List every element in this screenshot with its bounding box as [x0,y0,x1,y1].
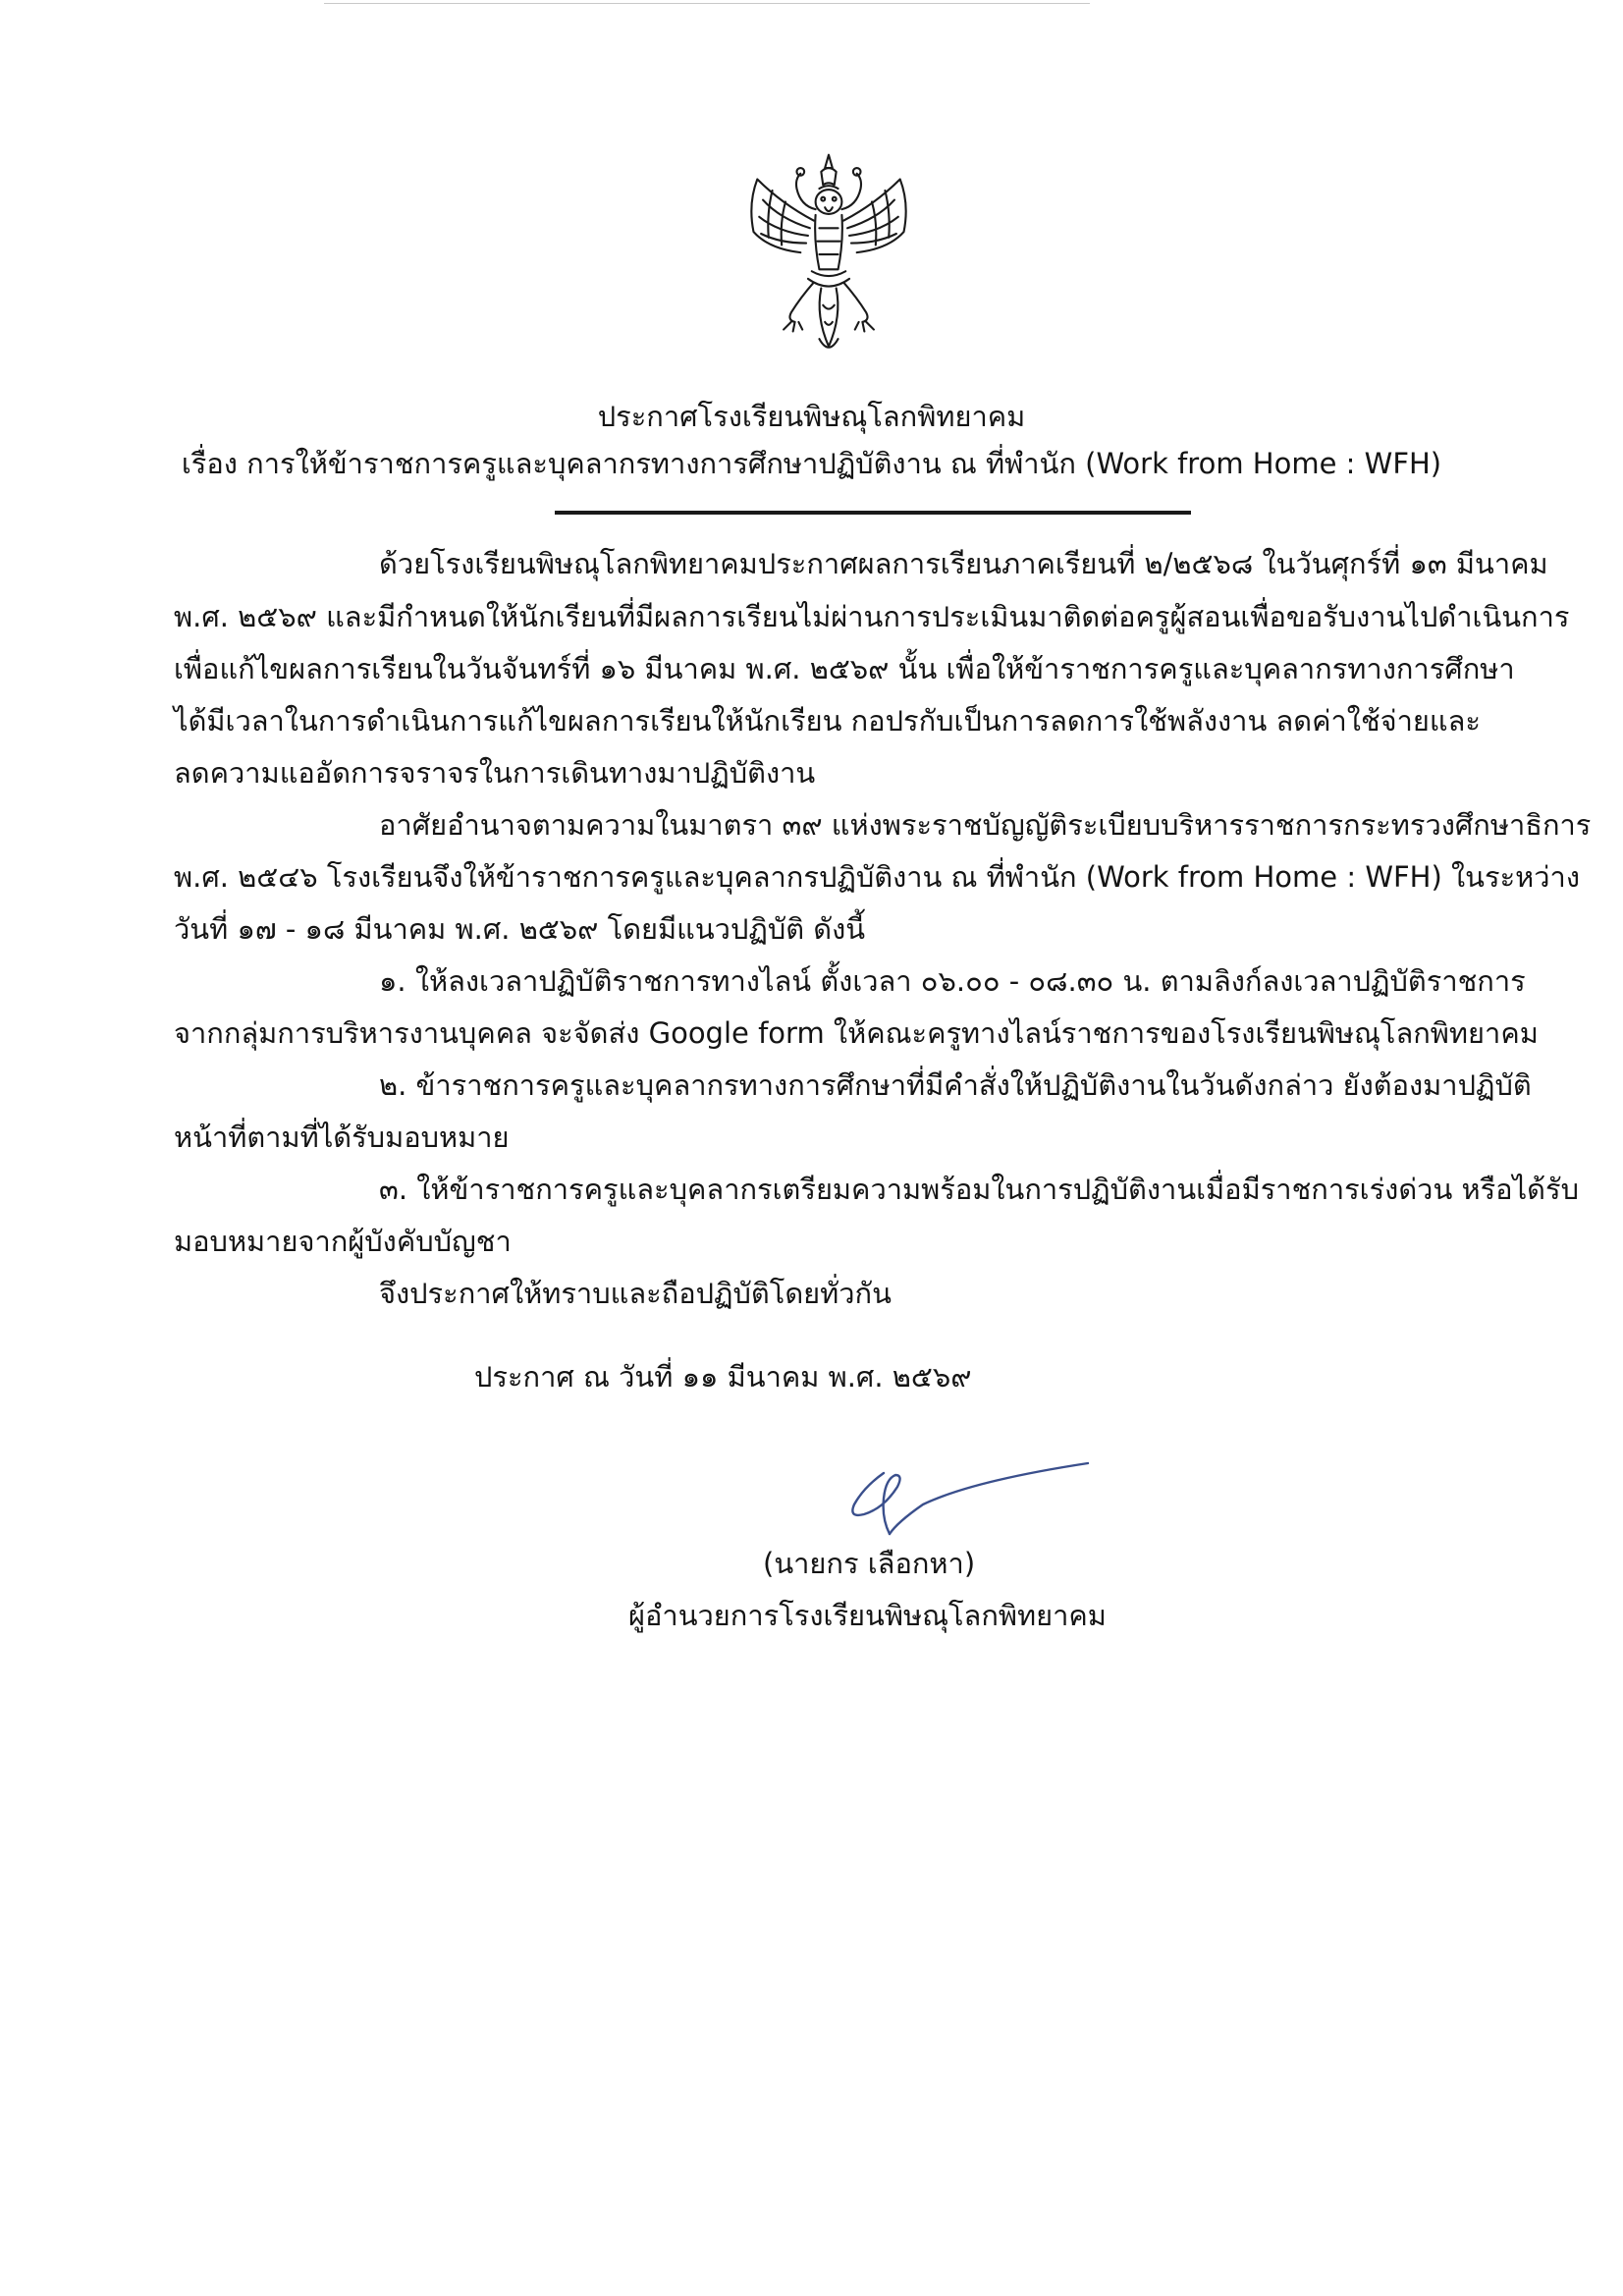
paragraph-2-line: อาศัยอำนาจตามความในมาตรา ๓๙ แห่งพระราชบัญญัติระเบียบบริหารราชการกระทรวงศึกษาธิการ [379,808,1592,842]
guideline-item-3: ๓. ให้ข้าราชการครูและบุคลากรเตรียมความพร้อมในการปฏิบัติงานเมื่อมีราชการเร่งด่วน หรือได้รับ [379,1173,1579,1206]
signatory-name: (นายกร เลือกหา) [763,1547,976,1580]
announcement-subject: เรื่อง การให้ข้าราชการครูและบุคลากรทางการศึกษาปฏิบัติงาน ณ ที่พำนัก (Work from Home : WFH) [181,447,1442,480]
signatory-position: ผู้อำนวยการโรงเรียนพิษณุโลกพิทยาคม [628,1599,1107,1632]
paragraph-2-line: วันที่ ๑๗ - ๑๘ มีนาคม พ.ศ. ๒๕๖๙ โดยมีแนวปฏิบัติ ดังนี้ [174,912,866,946]
announcement-heading: ประกาศโรงเรียนพิษณุโลกพิทยาคม [597,400,1026,433]
closing-statement: จึงประกาศให้ทราบและถือปฏิบัติโดยทั่วกัน [379,1277,892,1310]
paragraph-1-line: พ.ศ. ๒๕๖๙ และมีกำหนดให้นักเรียนที่มีผลการเรียนไม่ผ่านการประเมินมาติดต่อครูผู้สอนเพื่อขอรับงานไปดำเนินการ [174,600,1570,633]
scan-edge-line [324,3,1090,4]
guideline-item-2: ๒. ข้าราชการครูและบุคลากรทางการศึกษาที่มีคำสั่งให้ปฏิบัติงานในวันดังกล่าว ยังต้องมาปฏิบัติ [379,1068,1532,1102]
paragraph-2-line: พ.ศ. ๒๕๔๖ โรงเรียนจึงให้ข้าราชการครูและบุคลากรปฏิบัติงาน ณ ที่พำนัก (Work from Home : WFH) ในระหว่าง [174,860,1580,894]
announcement-date: ประกาศ ณ วันที่ ๑๑ มีนาคม พ.ศ. ๒๕๖๙ [474,1360,972,1394]
title-divider [555,511,1191,515]
garuda-emblem-icon [734,147,923,363]
paragraph-1-line: เพื่อแก้ไขผลการเรียนในวันจันทร์ที่ ๑๖ มีนาคม พ.ศ. ๒๕๖๙ นั้น เพื่อให้ข้าราชการครูและบุคลากรทางการศึกษา [174,652,1515,685]
guideline-item-2-cont: หน้าที่ตามที่ได้รับมอบหมาย [174,1121,510,1154]
guideline-item-1-cont: จากกลุ่มการบริหารงานบุคคล จะจัดส่ง Google form ให้คณะครูทางไลน์ราชการของโรงเรียนพิษณุโลกพิทยาคม [174,1016,1539,1050]
paragraph-1-line: ลดความแออัดการจราจรในการเดินทางมาปฏิบัติงาน [174,756,816,790]
paragraph-1-line: ด้วยโรงเรียนพิษณุโลกพิทยาคมประกาศผลการเรียนภาคเรียนที่ ๒/๒๕๖๘ ในวันศุกร์ที่ ๑๓ มีนาคม [379,547,1548,580]
handwritten-signature [825,1453,1100,1542]
guideline-item-1: ๑. ให้ลงเวลาปฏิบัติราชการทางไลน์ ตั้งเวลา ๐๖.๐๐ - ๐๘.๓๐ น. ตามลิงก์ลงเวลาปฏิบัติราชการ [379,964,1526,998]
paragraph-1-line: ได้มีเวลาในการดำเนินการแก้ไขผลการเรียนให้นักเรียน กอปรกับเป็นการลดการใช้พลังงาน ลดค่าใช้จ่ายและ [174,704,1481,738]
guideline-item-3-cont: มอบหมายจากผู้บังคับบัญชา [174,1225,512,1258]
